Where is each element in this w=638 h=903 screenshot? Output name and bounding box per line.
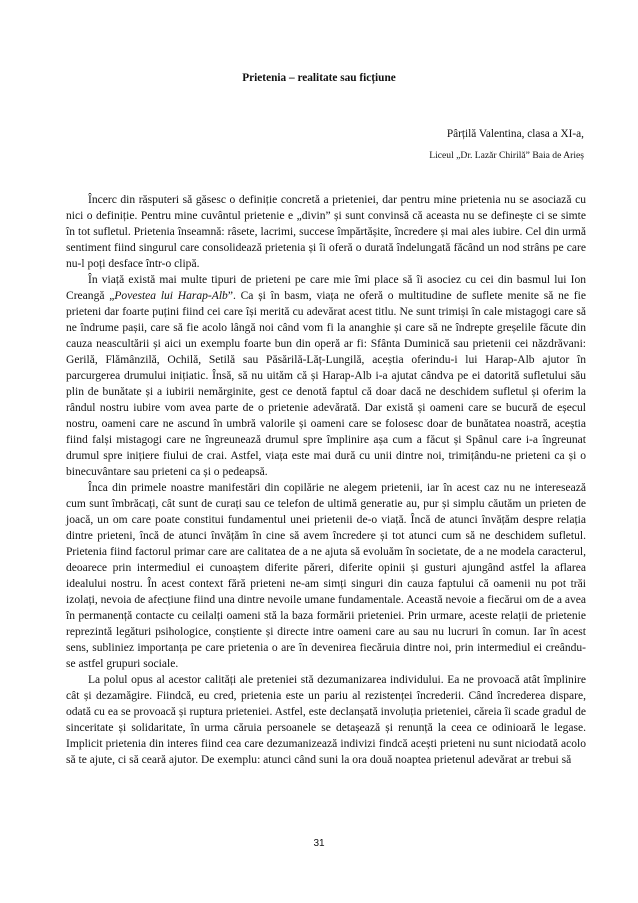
- paragraph-1: Încerc din răsputeri să găsesc o definiție concretă a prieteniei, dar pentru mine prietenia nu se asociază cu nici o definiție. Pentru mine cuvântul prietenie e „divin” și sunt convinsă că aceasta nu se definește ci se simte în tot sufletul. Prietenia înseamnă: râsete, lacrimi, succese împărtășite, încredere și mai ales iubire. Cel din urmă sentiment fiind singurul care consolidează prietenia și îi oferă o durată îndelungată făcând un nod strâns pe care nu-l poți desface într-o clipă.: [66, 194, 586, 270]
- paragraph-4: La polul opus al acestor calități ale preteniei stă dezumanizarea individului. Ea ne provoacă atât împlinire cât și dezamăgire. Fiindcă, eu cred, prietenia este un pariu al rezistenței încrederii. Când încrederea dispare, odată cu ea se provoacă și ruptura prieteniei. Astfel, este declanșată involuția prieteniei, căreia îi scade gradul de sinceritate și solidaritate, în urma căruia persoanele se detașează și renunță la ceea ce odinioară le legase. Implicit prietenia din interes fiind cea care dezumanizează indivizi findcă acești prieteni nu sunt niciodată acolo să te ajute, ci să ceară ajutor. De exemplu: atunci când suni la ora două noaptea prietenul adevărat ar trebui să: [66, 674, 586, 766]
- page-number: 31: [313, 838, 325, 849]
- paragraph-2-part-1: În viață există mai multe tipuri de prieteni pe care mie îmi place să îi asociez cu cei din basmul lui Ion Creangă „: [66, 274, 586, 302]
- paragraph-3: Înca din primele noastre manifestări din copilărie ne alegem prietenii, iar în acest caz nu ne interesează cum sunt îmbrăcați, cât sunt de curați sau ce telefon de ultimă generatie au, pur și simplu căutăm un prieten de joacă, un om care poate constitui fundamentul unei prietenii de-o viață. Încă de atunci învățăm despre relația dintre prieteni, încă de atunci învățăm în cine să avem încredere și tot atunci cum să ne deschidem sufletul. Prietenia fiind factorul primar care are calitatea de a ne ajuta să evoluăm în societate, de a ne modela caracterul, deoarece prin intermediul ei cunoaștem diferite păreri, diferite opinii și gusturi ajungând astfel la aflarea idealului nostru. În acest context fără prieteni ne-am simți singuri din cauza faptului că oamenii nu pot trăi izolați, nevoia de afecțiune fiind una dintre nevoile umane fundamentale. Această nevoie a fiecărui om de a avea în permanență contacte cu ceilalți oameni stă la baza formării prieteniei. Prin urmare, aceste relații de prietenie reprezintă legături psihologice, conștiente și directe intre oameni care au sau nu lucruri în comun. Iar în acest sens, subliniez importanța pe care prietenia o are în devenirea fiecăruia dintre noi, prin intermediul ei creându-se astfel grupuri sociale.: [66, 482, 586, 670]
- paragraph-2-part-2: ”. Ca și în basm, viața ne oferă o multitudine de suflete menite să ne fie prieteni dar foarte puțini fiind cei care își merită cu adevărat acest titlu. Ne sunt trimiși în cale mistagogi care să ne îndrume pașii, care să fie acolo lângă noi când vom fi la ananghie și care să ne îndrepte greșelile făcute din cauza neascultării și aici un exemplu foarte bun din operă ar fi: Sfânta Duminică sau prietenii cei năzdrăvani: Gerilă, Flămânzilă, Ochilă, Setilă sau Păsărilă-Lăț-Lungilă, aceștia oferindu-i lui Harap-Alb ajutor în parcurgerea drumului inițiatic. Însă, să nu uităm că și Harap-Alb i-a ajutat cândva pe ei datorită sufletului său plin de bunătate și a iubirii nemărginite, gest ce denotă faptul că doar dacă ne deschidem sufletul și oferim la rândul nostru iubire vom avea parte de o prietenie adevărată. Dar există și oameni care se bucură de eșecul nostru, oameni care ne ascund în umbră valorile și oameni care se folosesc doar de bunătatea noastră, aceștia fiind falși mistagogi care ne îngreunează drumul spre împlinire așa cum a făcut și Spânul care i-a îngreunat drumul spre inițiere fiului de crai. Astfel, viața este mai dură cu unii dintre noi, trimițându-ne prieteni ca și o binecuvântare sau prieteni ca și o pedeapsă.: [66, 290, 586, 478]
- school-line: Liceul „Dr. Lazăr Chirilă” Baia de Arieș: [429, 150, 584, 161]
- author-line: Pârțilă Valentina, clasa a XI-a,: [446, 128, 584, 140]
- paragraph-2: [66, 272, 586, 480]
- book-title: Povestea lui Harap-Alb: [114, 290, 228, 302]
- essay-title: Prietenia – realitate sau ficțiune: [242, 72, 396, 84]
- essay-body: [66, 192, 586, 768]
